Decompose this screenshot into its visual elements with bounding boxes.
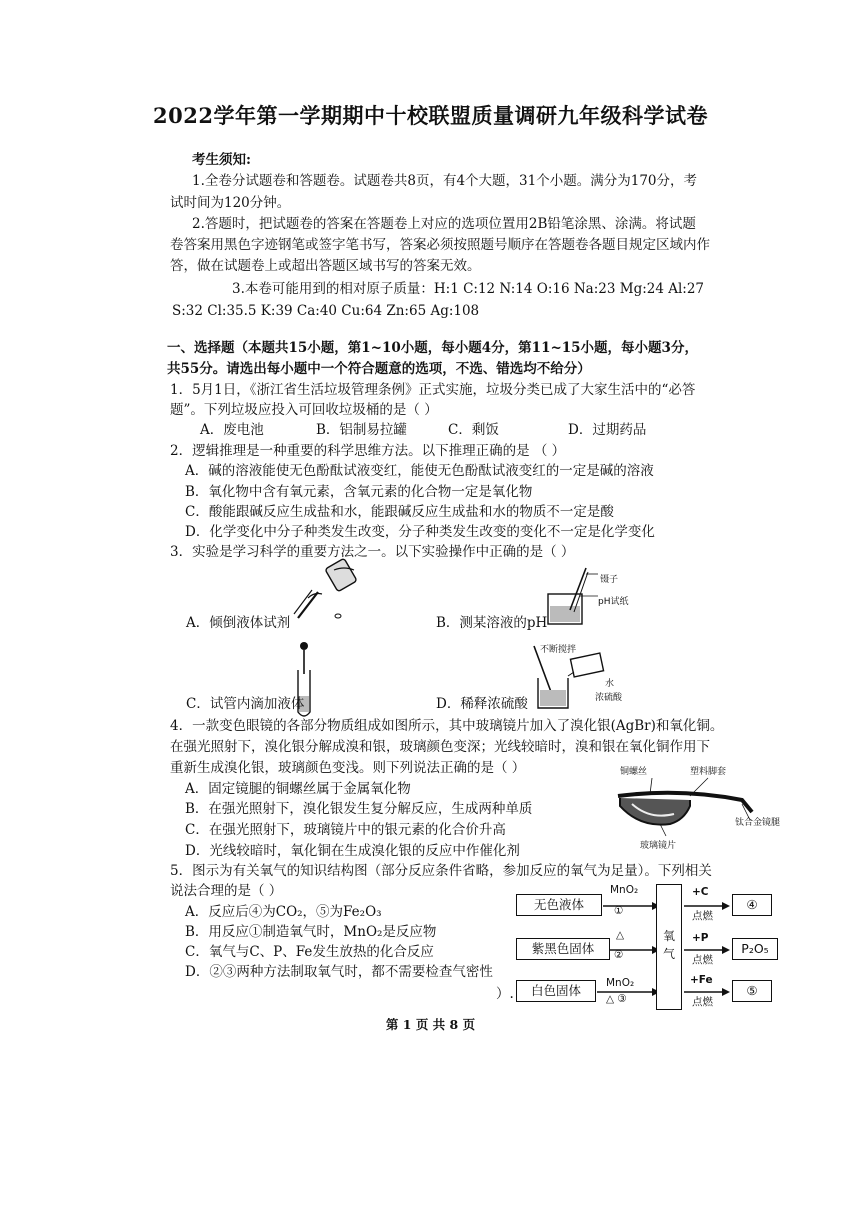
reaction-1-number: ① (614, 905, 624, 917)
notice-heading: 考生须知: (192, 152, 251, 168)
question-2-option-d: D．化学变化中分子种类发生改变，分子种类发生改变的变化不一定是化学变化 (185, 524, 655, 540)
heat-condition-3: △ ③ (606, 993, 627, 1005)
ph-paper-label: pH试纸 (598, 597, 629, 607)
plus-iron: +Fe (690, 974, 713, 986)
question-4-option-b: B．在强光照射下，溴化银发生复分解反应，生成两种单质 (185, 801, 533, 817)
question-1-option-b: B．铝制易拉罐 (316, 422, 407, 438)
question-5-stem: 说法合理的是（ ） (170, 883, 283, 899)
question-4-option-a: A．固定镜腿的铜螺丝属于金属氧化物 (185, 781, 411, 797)
question-4-stem: 重新生成溴化银，玻璃颜色变浅。则下列说法正确的是（ ） (170, 760, 526, 776)
water-label: 水 (605, 679, 615, 689)
acid-label: 浓硫酸 (595, 693, 623, 703)
titanium-temple-label: 钛合金镜腿 (735, 818, 781, 828)
plastic-pad-label: 塑料脚套 (690, 767, 727, 777)
atomic-mass-line: S:32 Cl:35.5 K:39 Ca:40 Cu:64 Zn:65 Ag:108 (172, 303, 480, 319)
question-3-stem: 3．实验是学习科学的重要方法之一。以下实验操作中正确的是（ ） (170, 544, 575, 560)
reaction-2-number: ② (614, 949, 624, 961)
ignite-condition: 点燃 (692, 954, 713, 966)
question-5-stem: 5．图示为有关氧气的知识结构图（部分反应条件省略，参加反应的氧气为足量）。下列相关 (170, 863, 712, 879)
oxygen-box (656, 884, 682, 1010)
notice-line: 2.答题时，把试题卷的答案在答题卷上对应的选项位置用2B铅笔涂黑、涂满。将试题 (192, 216, 696, 232)
question-2-option-a: A．碱的溶液能使无色酚酞试液变红，能使无色酚酞试液变红的一定是碱的溶液 (185, 463, 654, 479)
question-2-stem: 2．逻辑推理是一种重要的科学思维方法。以下推理正确的是 （ ） (170, 443, 566, 459)
question-2-option-b: B．氧化物中含有氧元素，含氧元素的化合物一定是氧化物 (185, 484, 533, 500)
question-1-option-d: D．过期药品 (568, 422, 647, 438)
question-4-stem: 在强光照射下，溴化银分解成溴和银，玻璃颜色变深；光线较暗时，溴和银在氧化铜作用下 (170, 739, 710, 755)
question-1-option-c: C．剩饭 (448, 422, 499, 438)
product-5-box: ⑤ (732, 980, 772, 1002)
ph-test-figure (540, 566, 600, 628)
mno2-condition: MnO₂ (606, 977, 635, 989)
white-solid-box: 白色固体 (516, 980, 596, 1002)
question-5-option-c: C．氧气与C、P、Fe发生放热的化合反应 (185, 944, 434, 960)
question-1-stem: 1．5月1日，《浙江省生活垃圾管理条例》正式实施，垃圾分类已成了大家生活中的“必答 (170, 382, 696, 398)
tweezers-label: 镊子 (600, 575, 619, 585)
page-footer: 第 1 页 共 8 页 (385, 1017, 476, 1032)
question-4-option-c: C．在强光照射下，玻璃镜片中的银元素的化合价升高 (185, 822, 506, 838)
question-4-stem: 4．一款变色眼镜的各部分物质组成如图所示，其中玻璃镜片加入了溴化银(AgBr)和氧化铜。 (170, 718, 724, 734)
plus-carbon: +C (692, 886, 709, 898)
section-heading: 一、选择题（本题共15小题，第1~10小题，每小题4分，第11~15小题，每小题3分， (167, 340, 698, 356)
product-p2o5-box: P₂O₅ (732, 938, 778, 960)
glass-lens-label: 玻璃镜片 (640, 841, 677, 851)
question-3-option-a: A．倾倒液体试剂 (186, 615, 291, 631)
question-5-option-b: B．用反应①制造氧气时，MnO₂是反应物 (185, 924, 437, 940)
question-5-trail: ）. (496, 986, 514, 1002)
glasses-figure (610, 770, 760, 842)
notice-line: 答，做在试题卷上或超出答题区域书写的答案无效。 (170, 258, 481, 274)
stir-label: 不断搅拌 (540, 645, 577, 655)
question-3-option-b: B．测某溶液的pH (436, 615, 548, 631)
colorless-liquid-box: 无色液体 (516, 894, 602, 916)
question-4-option-d: D．光线较暗时，氧化铜在生成溴化银的反应中作催化剂 (185, 843, 520, 859)
question-2-option-c: C．酸能跟碱反应生成盐和水，能跟碱反应生成盐和水的物质不一定是酸 (185, 504, 614, 520)
notice-line: 1.全卷分试题卷和答题卷。试题卷共8页，有4个大题，31个小题。满分为170分，考 (192, 173, 698, 189)
ignite-condition: 点燃 (692, 910, 713, 922)
ignite-condition: 点燃 (692, 996, 713, 1008)
mno2-condition: MnO₂ (610, 884, 639, 896)
question-3-option-d: D．稀释浓硫酸 (436, 696, 528, 712)
question-1-stem: 题”。下列垃圾应投入可回收垃圾桶的是（ ） (170, 402, 438, 418)
section-heading: 共55分。请选出每小题中一个符合题意的选项，不选、错选均不给分） (167, 361, 591, 377)
copper-screw-label: 铜螺丝 (620, 767, 648, 777)
purple-black-solid-box: 紫黑色固体 (516, 938, 610, 960)
question-1-option-a: A．废电池 (200, 422, 264, 438)
oxygen-box-label: 氧气 (663, 929, 676, 961)
page-title: 2022学年第一学期期中十校联盟质量调研九年级科学试卷 (153, 103, 708, 128)
plus-phosphorus: +P (692, 932, 709, 944)
notice-line: 卷答案用黑色字迹钢笔或签字笔书写，答案必须按照题号顺序在答题卷各题目规定区域内作 (170, 237, 710, 253)
product-4-box: ④ (732, 894, 772, 916)
notice-line: 试时间为120分钟。 (170, 195, 291, 211)
question-5-option-d: D．②③两种方法制取氧气时，都不需要检查气密性 (185, 964, 493, 980)
heat-condition: △ (616, 929, 625, 941)
question-3-option-c: C．试管内滴加液体 (186, 696, 305, 712)
question-5-option-a: A．反应后④为CO₂，⑤为Fe₂O₃ (185, 904, 382, 920)
atomic-mass-line: 3.本卷可能用到的相对原子质量：H:1 C:12 N:14 O:16 Na:23 Mg:24 Al:27 (232, 281, 705, 297)
